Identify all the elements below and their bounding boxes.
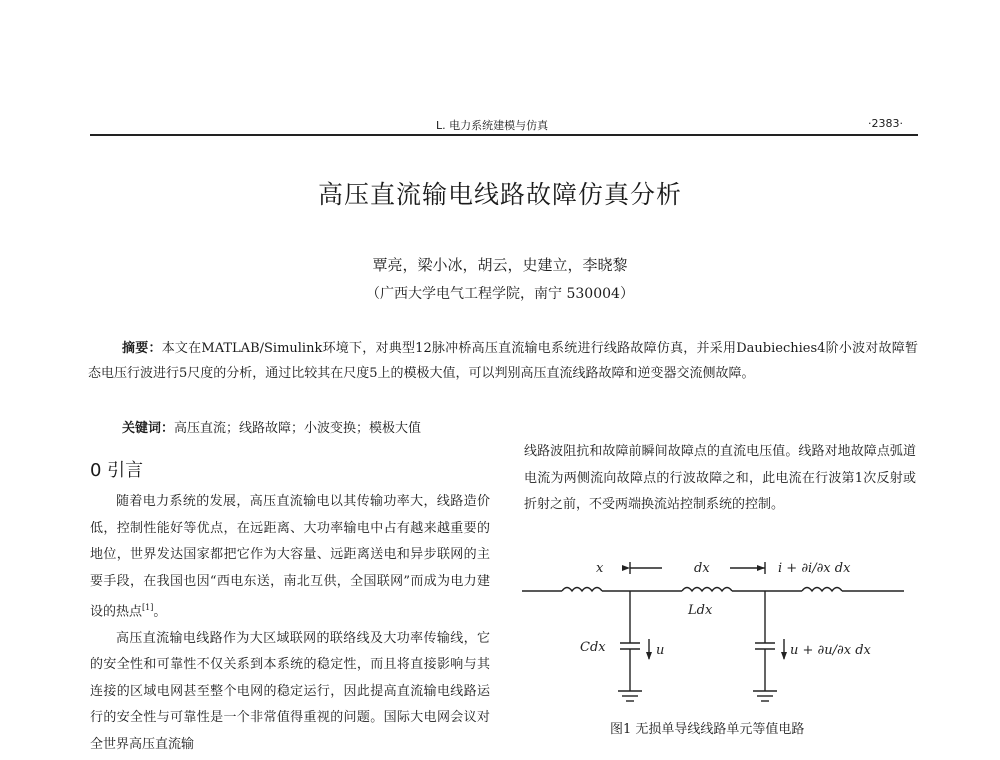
abstract xyxy=(88,336,918,386)
keywords-text: 高压直流；线路故障；小波变换；模极大值 xyxy=(174,421,422,436)
affiliation: （广西大学电气工程学院，南宁 530004） xyxy=(366,286,634,302)
label-u: u xyxy=(656,643,665,658)
header-page-number: ·2383· xyxy=(868,117,903,130)
label-ldx: Ldx xyxy=(688,603,713,618)
header-rule xyxy=(90,134,918,136)
header-section: L. 电力系统建模与仿真 xyxy=(436,119,549,132)
right-column: 线路波阻抗和故障前瞬间故障点的直流电压值。线路对地故障点弧道电流为两侧流向故障点的行波故障之和，此电流在行波第1次反射或折射之前，不受两端换流站控制系统的控制。 xyxy=(524,444,916,512)
inductor-right xyxy=(802,588,842,592)
left-column xyxy=(90,489,490,758)
label-u-plus: u + ∂u/∂x dx xyxy=(790,643,871,658)
label-i-plus: i + ∂i/∂x dx xyxy=(778,561,851,576)
inductor-middle xyxy=(682,588,732,592)
abstract-text: 本文在MATLAB/Simulink环境下，对典型12脉冲桥高压直流输电系统进行线路故障仿真，并采用Daubiechies4阶小波对故障暂态电压行波进行5尺度的分析，通过比较其在尺度5上的模极大值，可以判别高压直流线路故障和逆变器交流侧故障。 xyxy=(88,341,918,381)
paragraph-2: 高压直流输电线路作为大区域联网的联络线及大功率传输线，它的安全性和可靠性不仅关系到本系统的稳定性，而且将直接影响与其连接的区域电网甚至整个电网的稳定运行，因此提高直流输电线路运行的安全性与可靠性是一个非常值得重视的问题。国际大电网会议对全世界高压直流输 xyxy=(90,630,490,752)
section-heading: 0 引言 xyxy=(90,460,144,481)
paper-title: 高压直流输电线路故障仿真分析 xyxy=(317,180,682,209)
circuit-diagram xyxy=(520,548,910,718)
citation-ref: [1] xyxy=(142,603,154,612)
author-list: 覃亮，梁小冰，胡云，史建立，李晓黎 xyxy=(372,256,628,274)
label-cdx: Cdx xyxy=(580,640,606,655)
inductor-left xyxy=(562,588,602,592)
figure-caption: 图1 无损单导线线路单元等值电路 xyxy=(610,722,805,737)
label-x: x xyxy=(596,561,604,576)
abstract-label: 摘要： xyxy=(122,341,162,356)
label-dx: dx xyxy=(694,561,710,576)
keywords-label: 关键词： xyxy=(122,421,175,436)
paragraph-1: 随着电力系统的发展，高压直流输电以其传输功率大，线路造价低，控制性能好等优点，在远距离、大功率输电中占有越来越重要的地位，世界发达国家都把它作为大容量、远距离送电和异步联网的主要手段，在我国也因“西电东送，南北互供，全国联网”而成为电力建设的热点[1]。 xyxy=(90,494,490,620)
keywords xyxy=(122,417,421,436)
